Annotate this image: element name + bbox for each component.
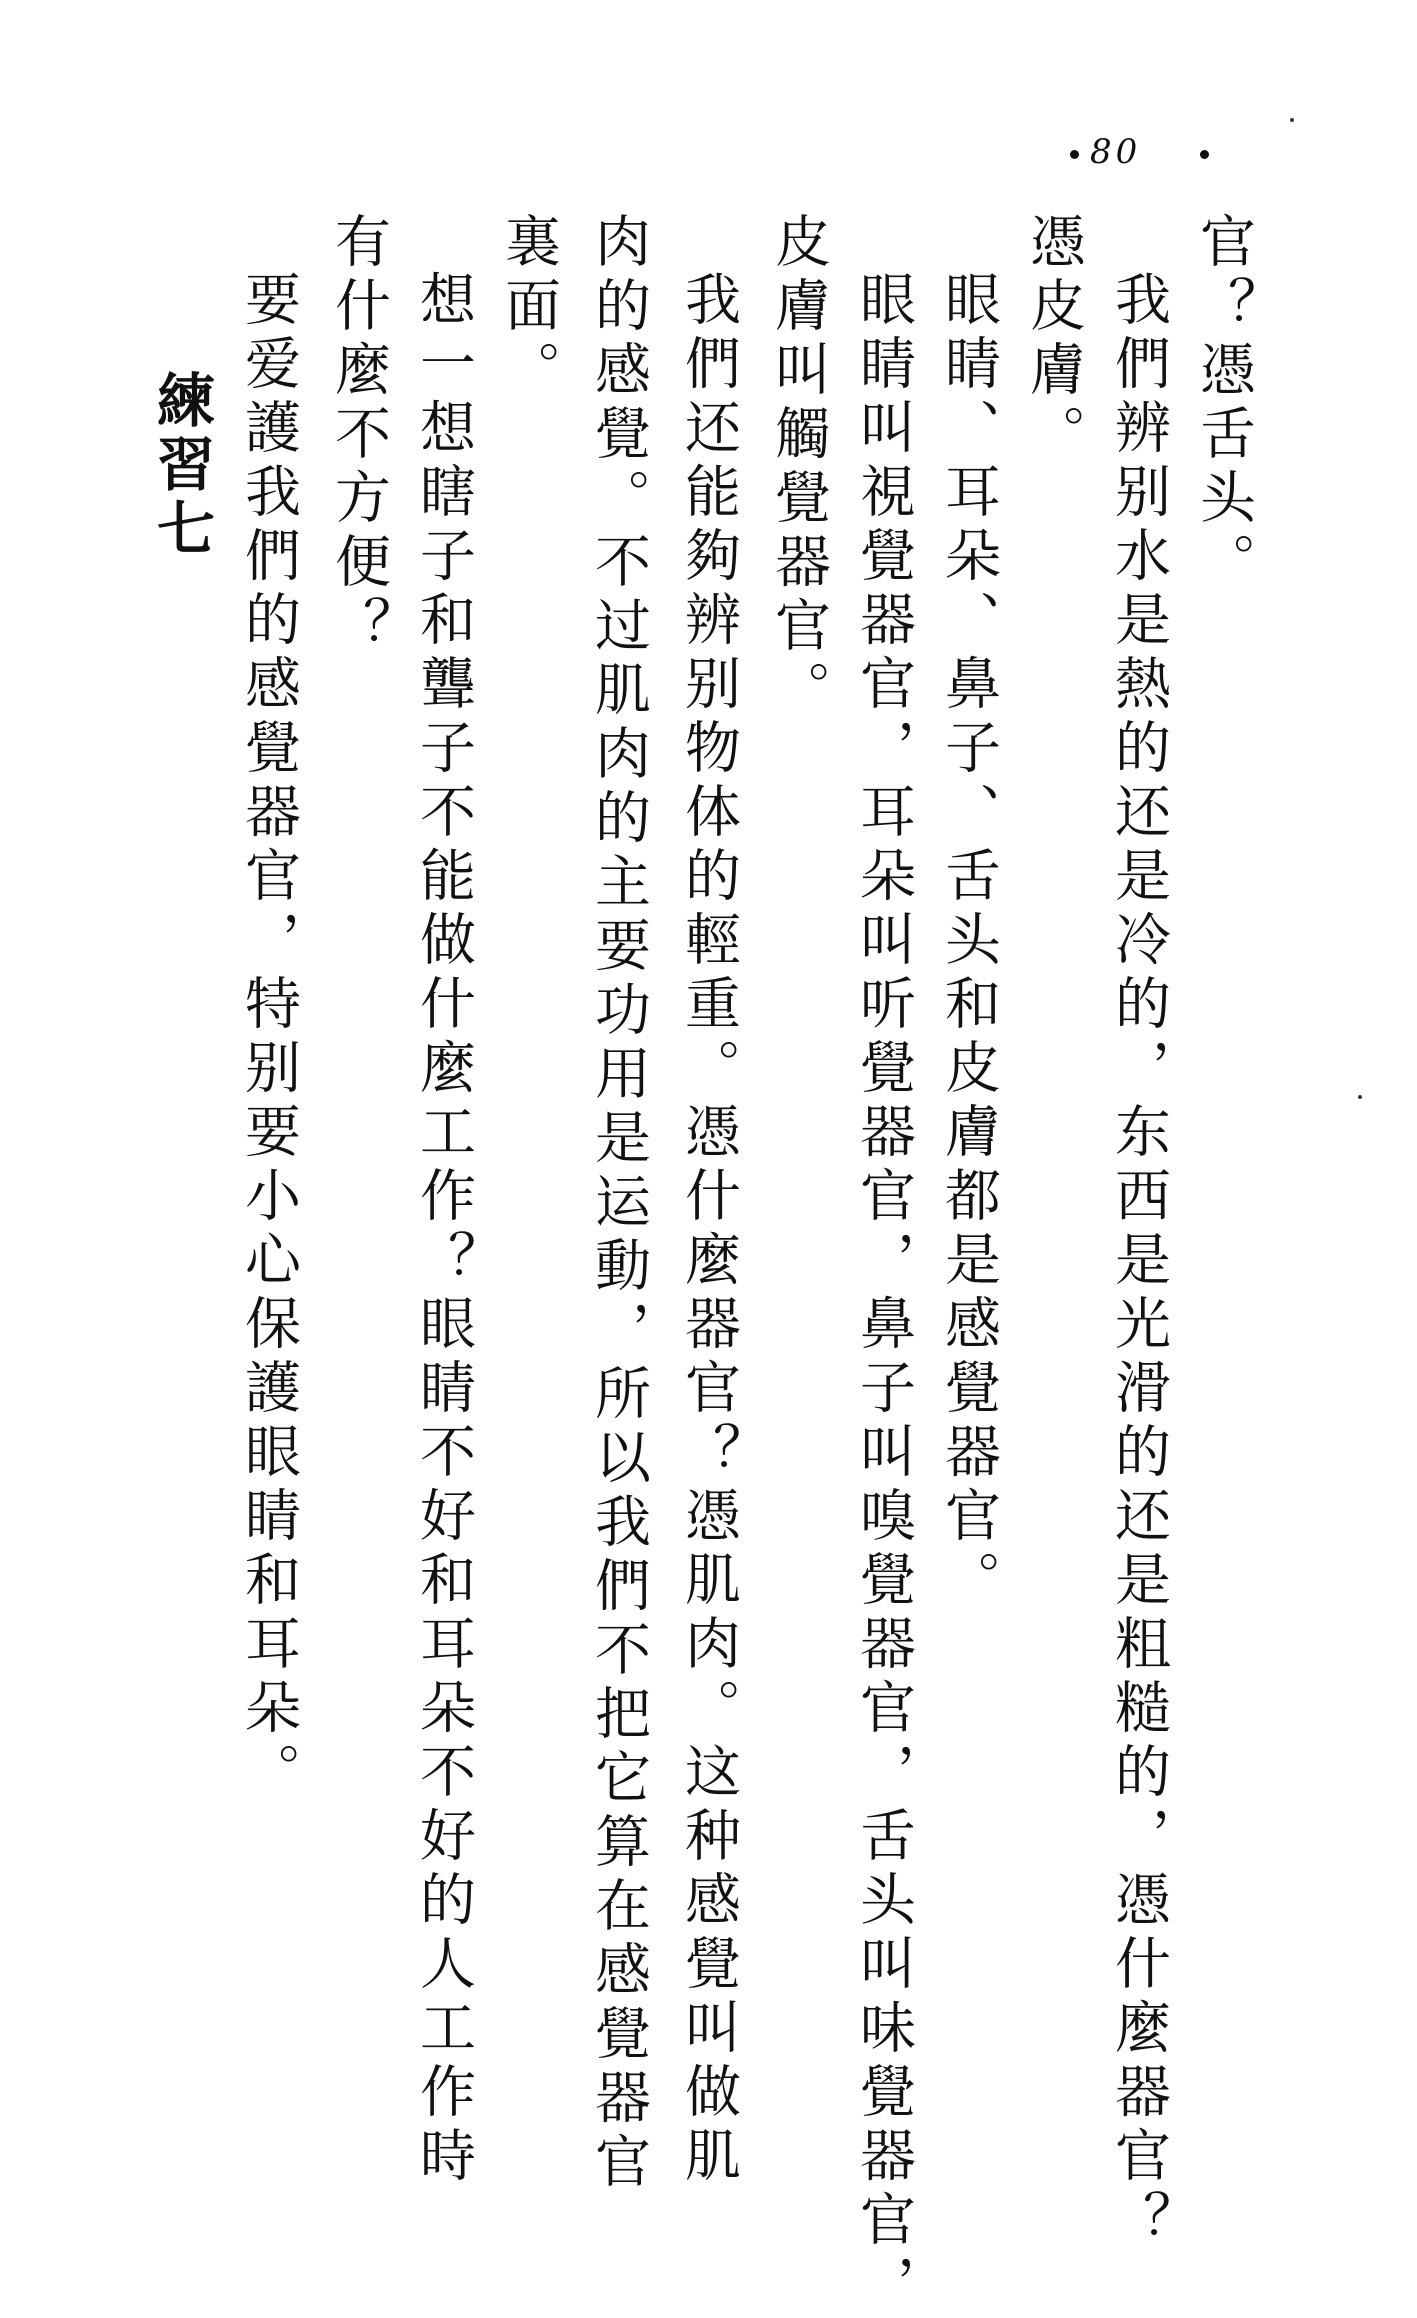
text-column-9: 裏面。 bbox=[496, 212, 561, 404]
text-column-8: 肉的感覺。不过肌肉的主要功用是运動，所以我們不把它算在感覺器官 bbox=[586, 212, 651, 2196]
text-column-1: 官？憑舌头。 bbox=[1191, 212, 1256, 596]
text-column-10: 想一想瞎子和聾子不能做什麼工作？眼睛不好和耳朵不好的人工作時 bbox=[411, 270, 476, 2190]
page-number-right-dot bbox=[1200, 150, 1209, 159]
text-column-3: 憑皮膚。 bbox=[1021, 212, 1086, 468]
text-column-4: 眼睛、耳朵、鼻子、舌头和皮膚都是感覺器官。 bbox=[936, 270, 1001, 1614]
exercise-heading: 練習七 bbox=[147, 370, 215, 562]
text-column-12: 要爱護我們的感覺器官，特别要小心保護眼睛和耳朵。 bbox=[236, 270, 301, 1806]
page-number-left-dot bbox=[1070, 150, 1079, 159]
scan-speck bbox=[1358, 1095, 1362, 1099]
scan-speck bbox=[1290, 118, 1294, 122]
text-column-11: 有什麼不方便？ bbox=[326, 212, 391, 660]
page-number: 80 bbox=[1090, 132, 1142, 172]
text-column-5: 眼睛叫視覺器官，耳朵叫听覺器官，鼻子叫嗅覺器官，舌头叫味覺器官， bbox=[851, 270, 916, 2318]
text-column-7: 我們还能夠辨别物体的輕重。憑什麼器官？憑肌肉。这种感覺叫做肌 bbox=[676, 270, 741, 2190]
text-column-6: 皮膚叫觸覺器官。 bbox=[766, 212, 831, 724]
text-column-2: 我們辨别水是熱的还是冷的，东西是光滑的还是粗糙的，憑什麼器官？ bbox=[1106, 270, 1171, 2254]
